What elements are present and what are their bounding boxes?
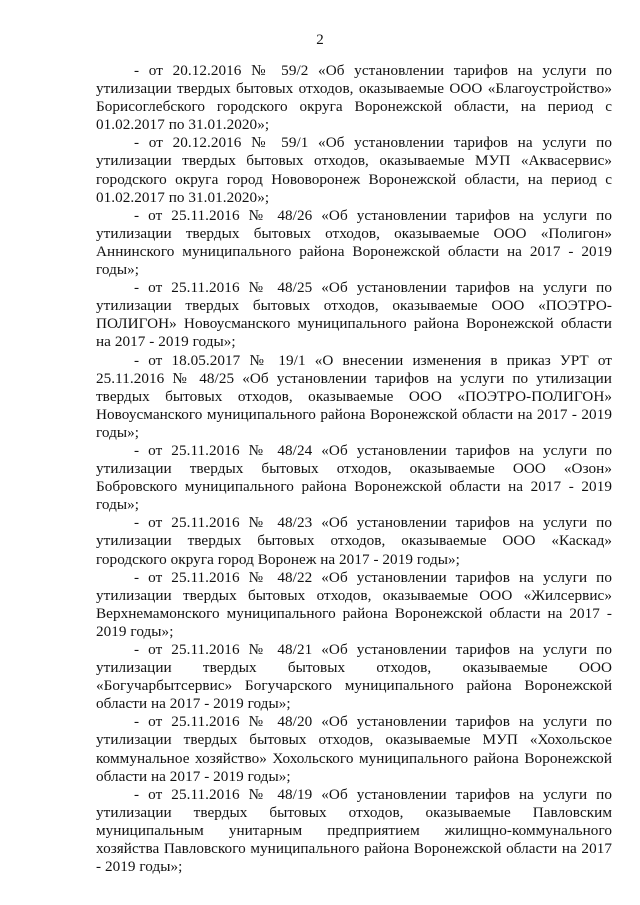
order-item: - от 25.11.2016 № 48/22 «Об установлении тарифов на услуги по утилизации твердых бытовых отходов, оказываемые ООО «Жилсервис» Верхнемамонского муниципального района Воронежской области на 2017 - 2019 годы»; <box>96 568 612 640</box>
order-item: - от 25.11.2016 № 48/21 «Об установлении тарифов на услуги по утилизации твердых бытовых отходов, оказываемые ООО «Богучарбытсервис» Богучарского муниципального района Воронежской области на 2017 - 2019 годы»; <box>96 641 612 713</box>
order-item: - от 18.05.2017 № 19/1 «О внесении изменения в приказ УРТ от 25.11.2016 № 48/25 «Об установлении тарифов на услуги по утилизации твердых бытовых отходов, оказываемые ООО «ПОЭТРО-ПОЛИГОН» Новоусманского муниципального района Воронежской области на 2017 - 2019 годы»; <box>96 351 612 441</box>
order-item: - от 20.12.2016 № 59/2 «Об установлении тарифов на услуги по утилизации твердых бытовых отходов, оказываемые ООО «Благоустройство» Борисоглебского городского округа Воронежской области, на период с 01.02.2017 по 31.01.2020»; <box>96 62 612 134</box>
page-number: 2 <box>316 32 324 48</box>
order-item: - от 25.11.2016 № 48/20 «Об установлении тарифов на услуги по утилизации твердых бытовых отходов, оказываемые МУП «Хохольское коммунальное хозяйство» Хохольского муниципального района Воронежской области на 2017 - 2019 годы»; <box>96 713 612 785</box>
document-body <box>96 62 612 876</box>
order-item: - от 25.11.2016 № 48/23 «Об установлении тарифов на услуги по утилизации твердых бытовых отходов, оказываемые ООО «Каскад» городского округа город Воронеж на 2017 - 2019 годы»; <box>96 514 612 568</box>
order-item: - от 25.11.2016 № 48/24 «Об установлении тарифов на услуги по утилизации твердых бытовых отходов, оказываемые ООО «Озон» Бобровского муниципального района Воронежской области на 2017 - 2019 годы»; <box>96 441 612 514</box>
order-item: - от 25.11.2016 № 48/19 «Об установлении тарифов на услуги по утилизации твердых бытовых отходов, оказываемые Павловским муниципальным унитарным предприятием жилищно-коммунального хозяйства Павловского муниципального района Воронежской области на 2017 - 2019 годы»; <box>96 785 612 876</box>
order-item: - от 25.11.2016 № 48/26 «Об установлении тарифов на услуги по утилизации твердых бытовых отходов, оказываемые ООО «Полигон» Аннинского муниципального района Воронежской области на 2017 - 2019 годы»; <box>96 206 612 279</box>
order-item: - от 20.12.2016 № 59/1 «Об установлении тарифов на услуги по утилизации твердых бытовых отходов, оказываемые МУП «Аквасервис» городского округа город Нововоронеж Воронежской области, на период с 01.02.2017 по 31.01.2020»; <box>96 134 612 206</box>
order-item: - от 25.11.2016 № 48/25 «Об установлении тарифов на услуги по утилизации твердых бытовых отходов, оказываемые ООО «ПОЭТРО-ПОЛИГОН» Новоусманского муниципального района Воронежской области на 2017 - 2019 годы»; <box>96 279 612 351</box>
